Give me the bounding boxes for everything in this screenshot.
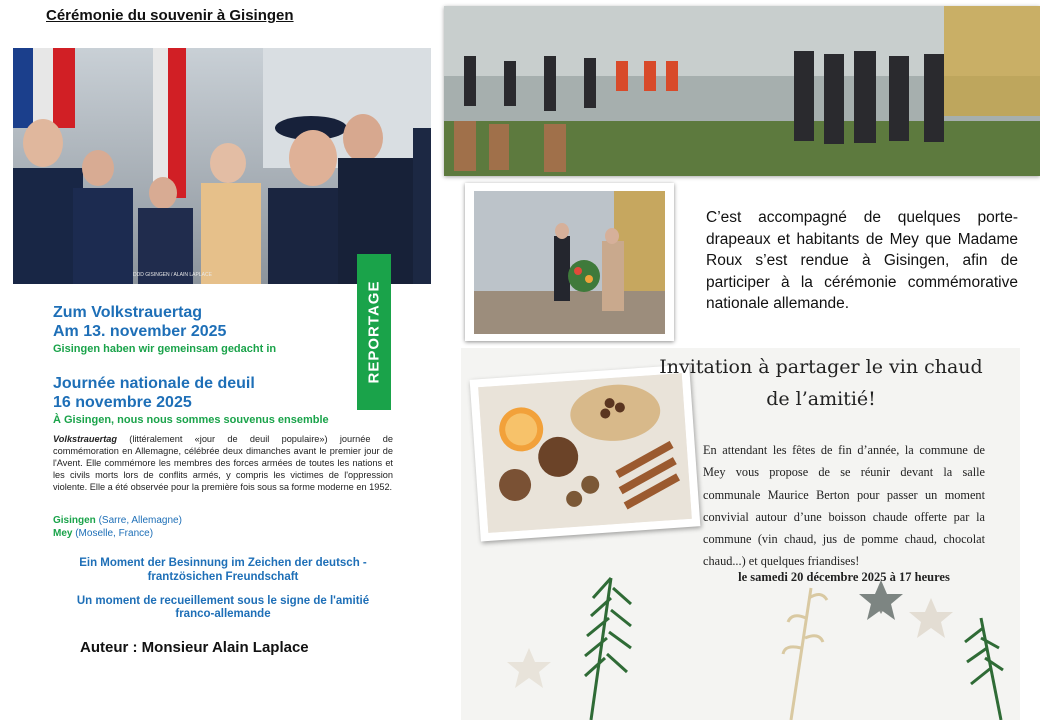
subheading-french: À Gisingen, nous nous sommes souvenus ensemble [53,414,329,426]
invitation-date: le samedi 20 décembre 2025 à 17 heures [738,570,950,584]
slogan-german-line1: Ein Moment der Besinnung im Zeichen der deutsch - [79,557,367,569]
invitation-title-line1: Invitation à partager le vin chaud [659,356,983,378]
invitation-card [461,348,1020,720]
description-text: (littéralement «jour de deuil populaire») journée de commémoration en Allemagne, célébrée deux dimanches avant le premier jour de l'Avent. Elle commémore les membres des forces armées de toutes les nations et les civils morts lors de conflits armés, y compris les victimes de l'oppression violente. Elle a été observée pour la première fois sous sa forme moderne en 1952. [53,434,393,493]
location-region: (Sarre, Allemagne) [95,515,182,526]
heading-german: Zum Volkstrauertag [53,304,203,321]
page-title: Cérémonie du souvenir à Gisingen [46,7,294,24]
location-gisingen [53,515,182,526]
slogan-french-line2: franco-allemande [175,608,271,620]
location-name: Gisingen [53,515,96,526]
cemetery-ceremony-photo [444,6,1040,176]
date-french: 16 novembre 2025 [53,394,192,411]
location-name: Mey [53,528,73,539]
wreath-laying-photo [474,191,665,334]
ceremony-photo [13,48,431,284]
photo-credit: DDD GISINGEN / ALAIN LAPLACE [133,272,212,278]
location-mey [53,528,153,539]
volkstrauertag-description [53,433,393,493]
term: Volkstrauertag [53,434,117,444]
subheading-german: Gisingen haben wir gemeinsam gedacht in [53,343,277,355]
slogan-german-line2: frantzösichen Freundschaft [147,571,299,583]
wreath-photo-frame [465,183,674,341]
banner-label: REPORTAGE [365,280,383,384]
invitation-text: En attendant les fêtes de fin d’année, la commune de Mey vous propose de se réunir devant la salle communale Maurice Berton pour passer un moment convivial autour d’une boisson chaude offerte par la commune (vin chaud, jus de pomme chaud, chocolat chaud...) et quelques friandises! [703,443,985,569]
author-credit: Auteur : Monsieur Alain Laplace [80,639,309,656]
heading-french: Journée nationale de deuil [53,375,255,392]
location-region: (Moselle, France) [72,528,154,539]
reportage-banner [357,254,391,410]
reportage-flyer [13,48,431,630]
invitation-title-line2: de l’amitié! [766,388,876,410]
photo-caption: C’est accompagné de quelques porte-drapeaux et habitants de Mey que Madame Roux s’est rendue à Gisingen, afin de participer à la cérémonie commémorative nationale allemande. [706,209,1018,312]
slogan-french-line1: Un moment de recueillement sous le signe de l'amitié [76,595,370,607]
date-german: Am 13. november 2025 [53,323,227,340]
